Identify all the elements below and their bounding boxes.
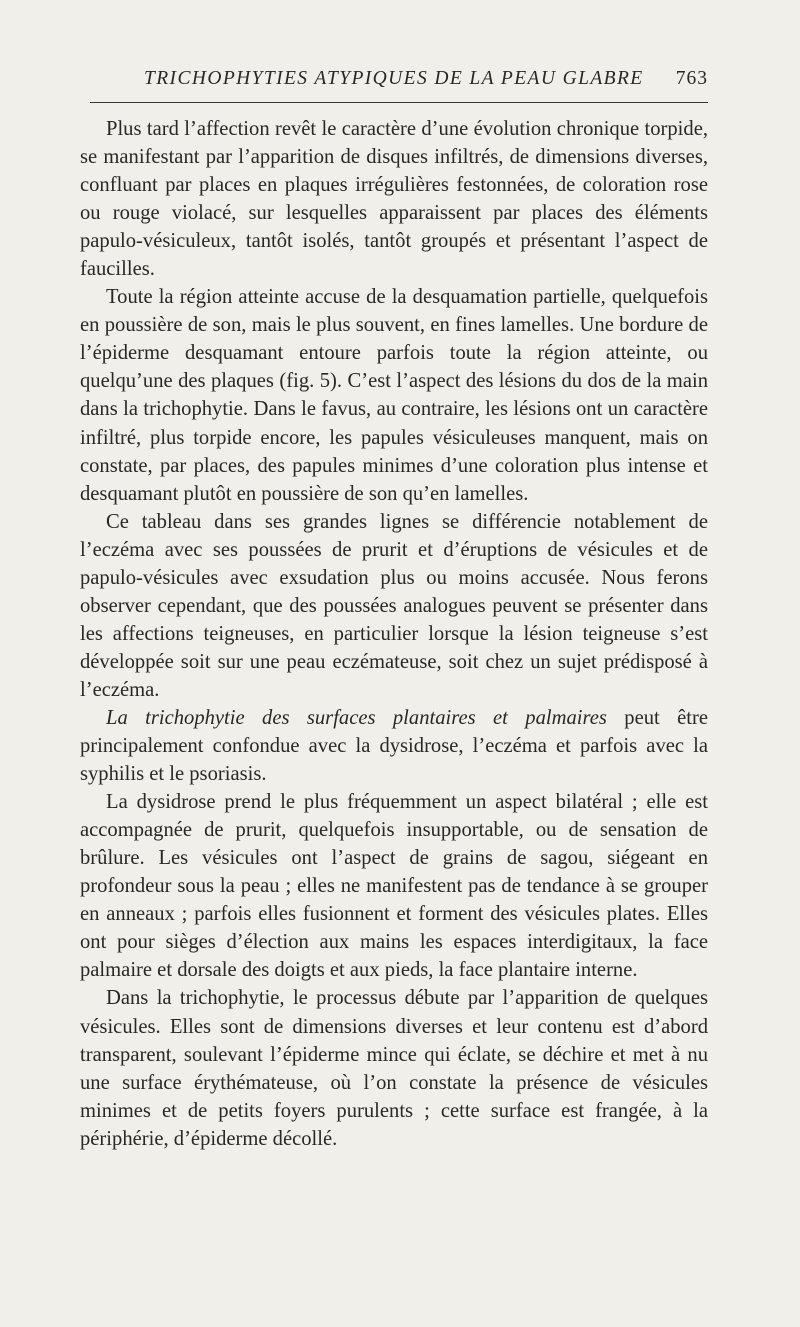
page-number: 763 [675, 68, 708, 89]
paragraph-4 [80, 704, 708, 788]
paragraph-5-text: La dysidrose prend le plus fréquemment un aspect bilatéral ; elle est accompagnée de prurit, quelquefois insupportable, ou de sensation de brûlure. Les vésicules ont l’aspect de grains de sagou, siégeant en profondeur sous la peau ; elles ne manifestent pas de tendance à se grouper en anneaux ; parfois elles fusionnent et forment des vésicules plates. Elles ont pour sièges d’élection aux mains les espaces interdigitaux, la face palmaire et dorsale des doigts et aux pieds, la face plantaire interne. [80, 791, 708, 982]
paragraph-4-italic-lead: La trichophytie des surfaces plantaires et palmaires [106, 706, 607, 729]
paragraph-2-text: Toute la région atteinte accuse de la desquamation partielle, quelquefois en poussière de son, mais le plus souvent, en fines lamelles. Une bordure de l’épiderme desquamant entoure parfois toute la région atteinte, ou quelqu’une des plaques (fig. 5). C’est l’aspect des lésions du dos de la main dans la trichophytie. Dans le favus, au contraire, les lésions ont un caractère infiltré, plus torpide encore, les papules vésiculeuses manquent, mais on constate, par places, des papules minimes d’une coloration plus intense et desquamant plutôt en poussière de son qu’en lamelles. [80, 286, 708, 505]
paragraph-5 [80, 788, 708, 984]
paragraph-1 [80, 115, 708, 283]
paragraph-3 [80, 508, 708, 704]
paragraph-2 [80, 283, 708, 507]
paragraph-4-text: peut être principalement confondue avec la dysidrose, l’eczéma et parfois avec la syphilis et le psoriasis. [80, 706, 708, 786]
paragraph-3-text: Ce tableau dans ses grandes lignes se différencie notablement de l’eczéma avec ses poussées de prurit et d’éruptions de vésicules et de papulo-vésicules avec exsudation plus ou moins accusée. Nous ferons observer cependant, que des poussées analogues peuvent se présenter dans les affections teigneuses, en particulier lorsque la lésion teigneuse s’est développée soit sur une peau eczémateuse, soit chez un sujet prédisposé à l’eczéma. [80, 510, 708, 701]
paragraph-1-text: Plus tard l’affection revêt le caractère d’une évolution chronique torpide, se manifestant par l’apparition de disques infiltrés, de dimensions diverses, confluant par places en plaques irrégulières festonnées, de coloration rose ou rouge violacé, sur lesquelles apparaissent par places des éléments papulo-vésiculeux, tantôt isolés, tantôt groupés et présentant l’aspect de faucilles. [80, 118, 708, 281]
header-rule [90, 102, 708, 103]
running-head [90, 68, 708, 98]
running-title: TRICHOPHYTIES ATYPIQUES DE LA PEAU GLABRE [144, 68, 644, 89]
paragraph-6-text: Dans la trichophytie, le processus débute par l’apparition de quelques vésicules. Elles sont de dimensions diverses et leur contenu est d’abord transparent, soulevant l’épiderme mince qui éclate, se déchire et met à nu une surface érythémateuse, où l’on constate la présence de vésicules minimes et de petits foyers purulents ; cette surface est frangée, à la périphérie, d’épiderme décollé. [80, 987, 708, 1150]
body-text [80, 115, 708, 1153]
paragraph-6 [80, 984, 708, 1152]
